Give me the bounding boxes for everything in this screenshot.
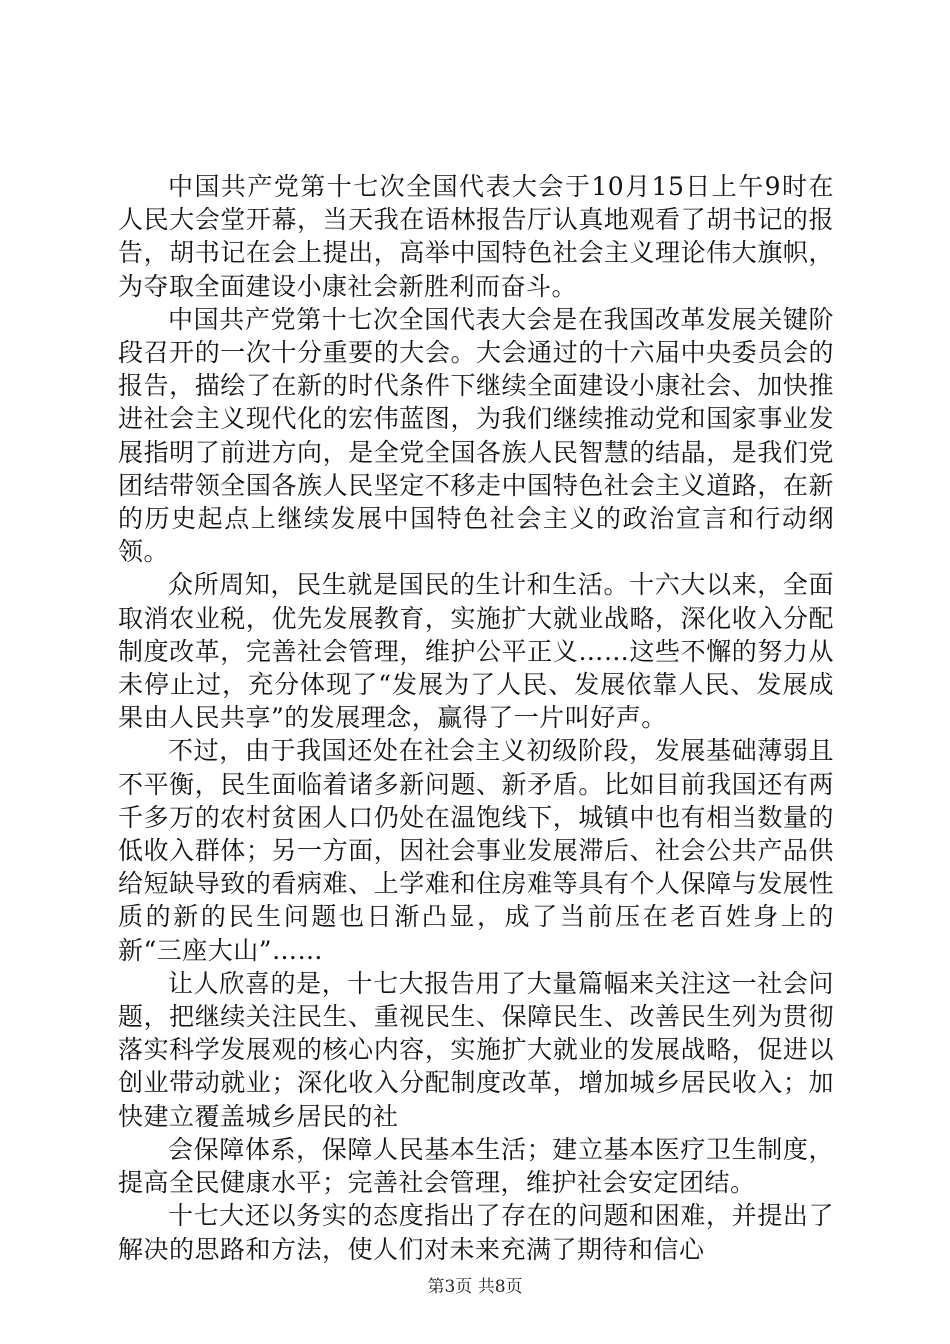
- paragraph-7: 十七大还以务实的态度指出了存在的问题和困难，并提出了解决的思路和方法，使人们对未来充满了期待和信心: [118, 1201, 834, 1264]
- paragraph-6: 会保障体系，保障人民基本生活；建立基本医疗卫生制度，提高全民健康水平；完善社会管理，维护社会安定团结。: [118, 1134, 834, 1198]
- paragraph-5: 让人欣喜的是，十七大报告用了大量篇幅来关注这一社会问题，把继续关注民生、重视民生、保障民生、改善民生列为贯彻落实科学发展观的核心内容，实施扩大就业的发展战略，促进以创业带动就业；深化收入分配制度改革，增加城乡居民收入；加快建立覆盖城乡居民的社: [118, 968, 834, 1131]
- paragraph-2: 中国共产党第十七次全国代表大会是在我国改革发展关键阶段召开的一次十分重要的大会。大会通过的十六届中央委员会的报告，描绘了在新的时代条件下继续全面建设小康社会、加快推进社会主义现代化的宏伟蓝图，为我们继续推动党和国家事业发展指明了前进方向，是全党全国各族人民智慧的结晶，是我们党团结带领全国各族人民坚定不移走中国特色社会主义道路，在新的历史起点上继续发展中国特色社会主义的政治宣言和行动纲领。: [118, 304, 834, 567]
- paragraph-3: 众所周知，民生就是国民的生计和生活。十六大以来，全面取消农业税，优先发展教育，实施扩大就业战略，深化收入分配制度改革，完善社会管理，维护公平正义……这些不懈的努力从未停止过，充分体现了“发展为了人民、发展依靠人民、发展成果由人民共享”的发展理念，赢得了一片叫好声。: [118, 570, 834, 733]
- paragraph-4: 不过，由于我国还处在社会主义初级阶段，发展基础薄弱且不平衡，民生面临着诸多新问题、新矛盾。比如目前我国还有两千多万的农村贫困人口仍处在温饱线下，城镇中也有相当数量的低收入群体；另一方面，因社会事业发展滞后、社会公共产品供给短缺导致的看病难、上学难和住房难等具有个人保障与发展性质的新的民生问题也日渐凸显，成了当前压在老百姓身上的新“三座大山”……: [118, 736, 834, 965]
- paragraph-1: 中国共产党第十七次全国代表大会于10月15日上午9时在人民大会堂开幕，当天我在语林报告厅认真地观看了胡书记的报告，胡书记在会上提出，高举中国特色社会主义理论伟大旗帜，为夺取全面建设小康社会新胜利而奋斗。: [118, 172, 834, 301]
- document-body: [118, 170, 834, 1266]
- page-number-label: 第3页 共8页: [427, 1277, 523, 1297]
- page-footer: [0, 1272, 950, 1297]
